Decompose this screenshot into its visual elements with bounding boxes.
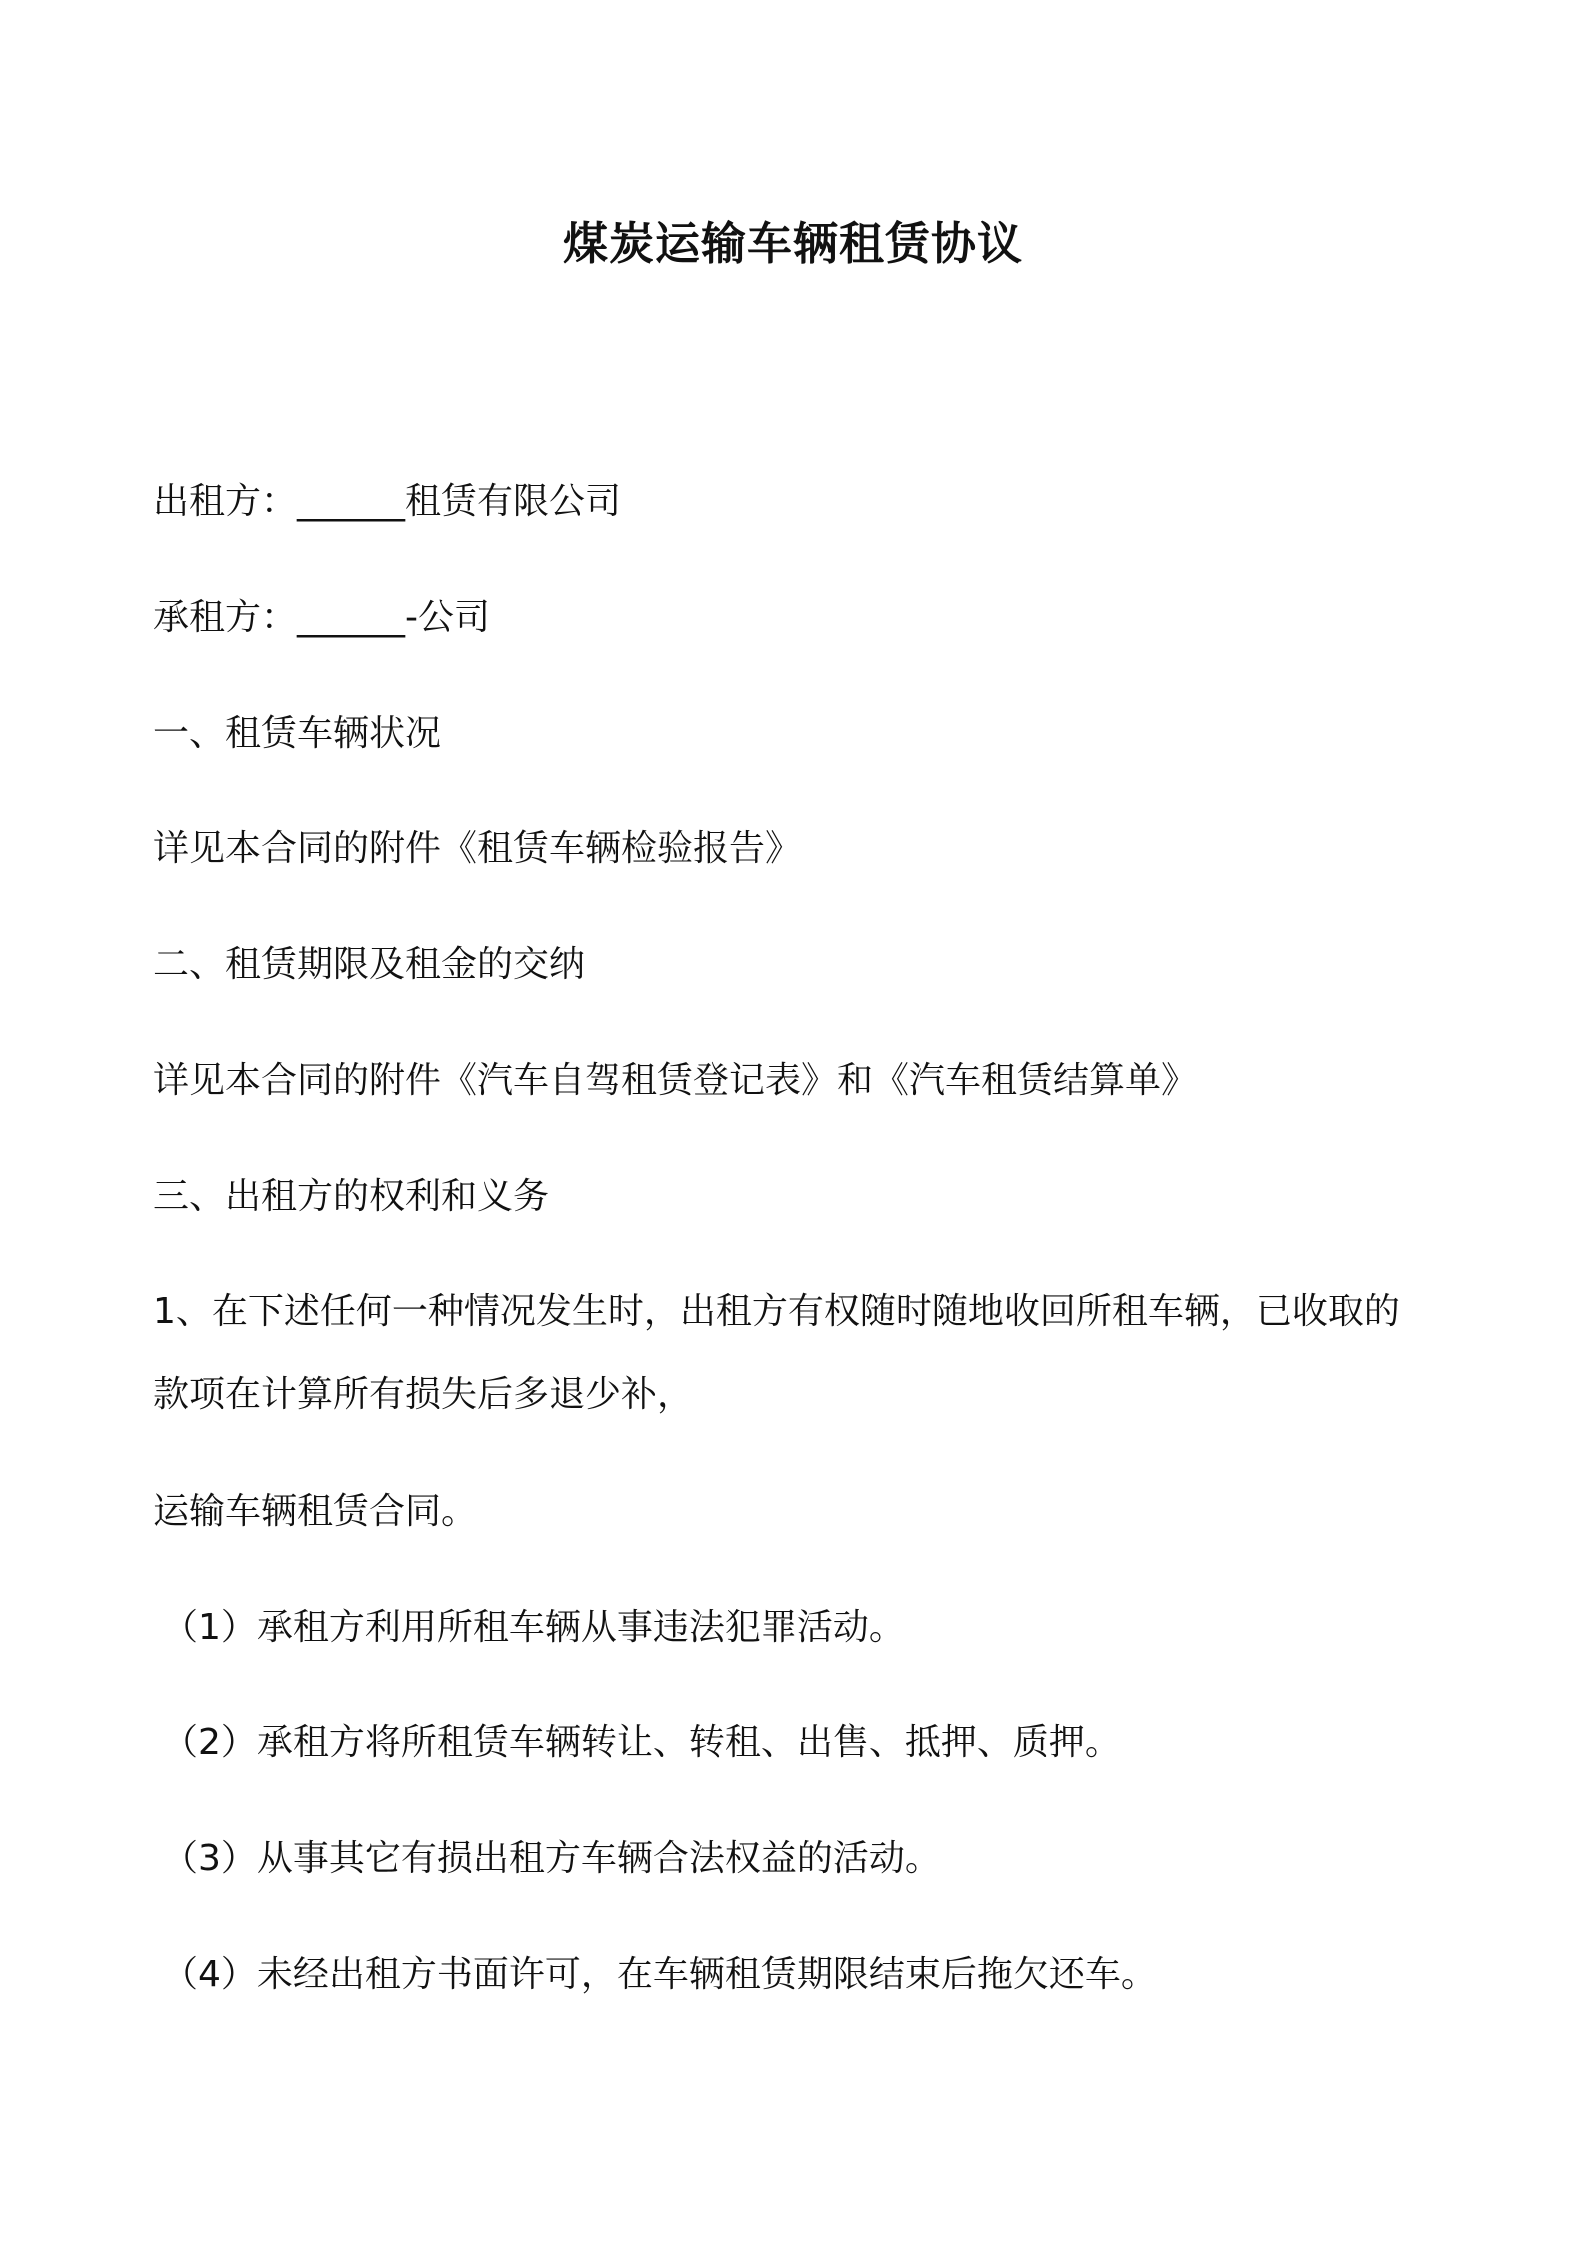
list-item-1: （1）承租方利用所租车辆从事违法犯罪活动。 (162, 1607, 905, 1648)
section-heading-2: 二、租赁期限及租金的交纳 (153, 944, 586, 985)
section-heading-1: 一、租赁车辆状况 (153, 713, 442, 754)
document-title: 煤炭运输车辆租赁协议 (562, 217, 1023, 270)
lessor-line: 出租方：______租赁有限公司 (153, 481, 622, 522)
list-item-4: （4）未经出租方书面许可，在车辆租赁期限结束后拖欠还车。 (162, 1954, 1157, 1995)
section-heading-3: 三、出租方的权利和义务 (153, 1176, 550, 1217)
list-item-2: （2）承租方将所租赁车辆转让、转租、出售、抵押、质押。 (162, 1722, 1121, 1763)
paragraph-line: 运输车辆租赁合同。 (153, 1491, 478, 1532)
clause-1-line-1: 1、在下述任何一种情况发生时，出租方有权随时随地收回所租车辆，已收取的 (153, 1291, 1400, 1332)
clause-1-line-2: 款项在计算所有损失后多退少补， (153, 1374, 694, 1415)
section-body-2: 详见本合同的附件《汽车自驾租赁登记表》和《汽车租赁结算单》 (153, 1060, 1198, 1101)
list-item-3: （3）从事其它有损出租方车辆合法权益的活动。 (162, 1838, 941, 1879)
lessee-line: 承租方：______-公司 (153, 597, 490, 638)
section-body-1: 详见本合同的附件《租赁车辆检验报告》 (153, 828, 802, 869)
